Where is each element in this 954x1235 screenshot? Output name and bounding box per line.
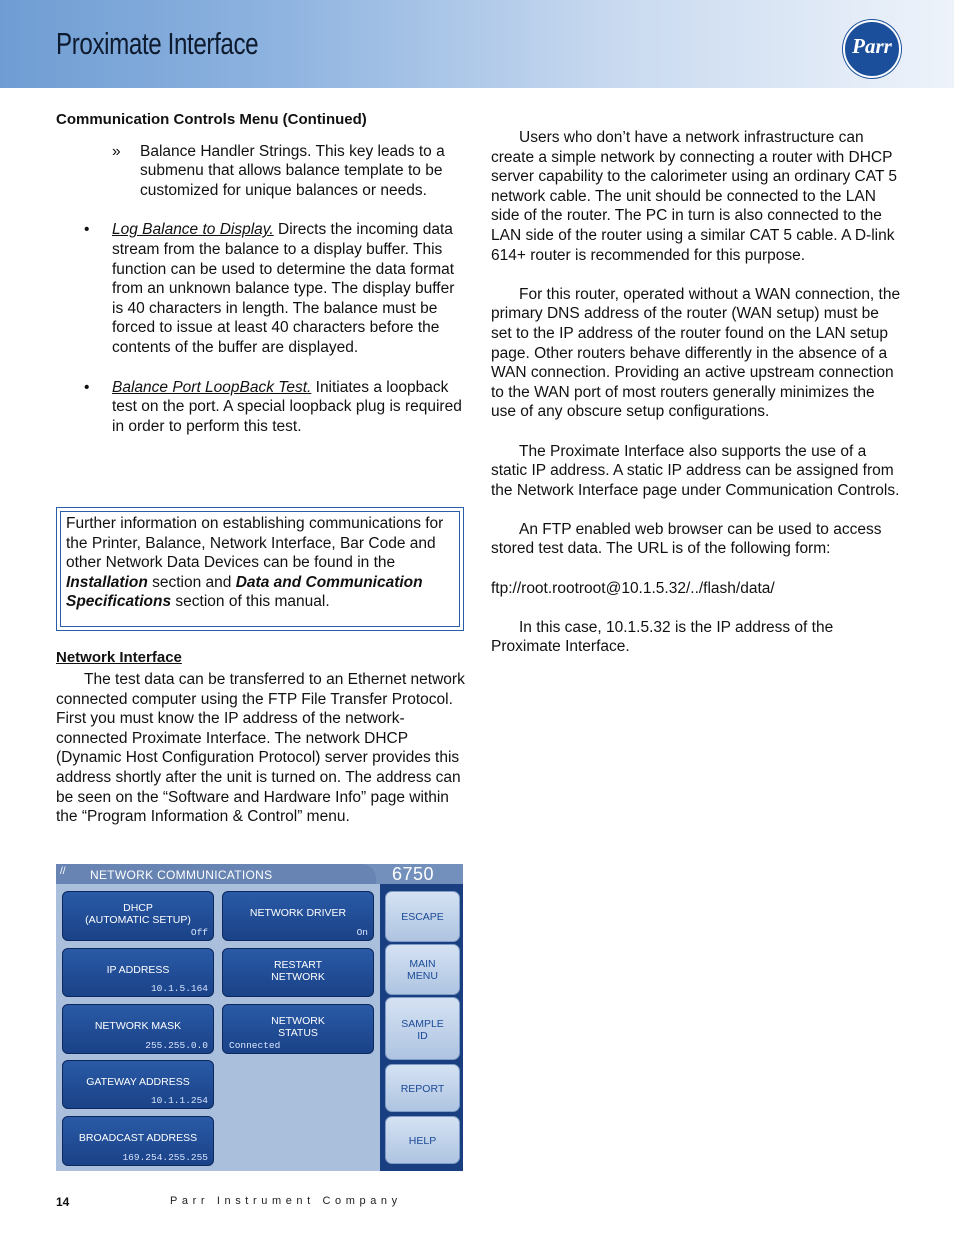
restart-network-label bbox=[223, 959, 373, 983]
ip-address-value: 10.1.5.164 bbox=[150, 983, 208, 994]
sub-item-marker: » bbox=[112, 142, 121, 160]
main-menu-label bbox=[386, 958, 459, 982]
network-status-label bbox=[223, 1015, 373, 1039]
bullet-loopback bbox=[56, 378, 466, 437]
report-label: REPORT bbox=[400, 1083, 445, 1095]
network-driver-label: NETWORK DRIVER bbox=[249, 907, 347, 919]
sub-item-balance-handler bbox=[56, 142, 466, 201]
gateway-address-label: GATEWAY ADDRESS bbox=[86, 1076, 190, 1088]
dhcp-label-line: DHCP bbox=[123, 902, 153, 914]
sample-id-line: ID bbox=[417, 1030, 428, 1042]
network-mask-button[interactable] bbox=[62, 1004, 214, 1054]
dhcp-label bbox=[63, 902, 213, 926]
screen-tick: // bbox=[60, 866, 66, 877]
bullet-marker: • bbox=[84, 221, 90, 239]
bullet-log-balance bbox=[56, 220, 466, 357]
network-driver-value: On bbox=[356, 927, 368, 938]
network-mask-label: NETWORK MASK bbox=[94, 1020, 182, 1032]
network-driver-button[interactable] bbox=[222, 891, 374, 941]
escape-label: ESCAPE bbox=[401, 911, 444, 923]
section-heading: Communication Controls Menu (Continued) bbox=[56, 111, 367, 128]
info-note-box bbox=[56, 507, 464, 631]
info-note-text bbox=[60, 511, 460, 627]
sub-item-text: Balance Handler Strings. This key leads to a submenu that allows balance template to be customized for unique balances or needs. bbox=[140, 142, 445, 199]
network-status-button[interactable] bbox=[222, 1004, 374, 1054]
page-title: Proximate Interface bbox=[56, 26, 259, 61]
bullet-log-balance-text: Directs the incoming data stream from the balance to a display buffer. This function can be used to determine the data format from an unknown balance type. The display buffer is 40 characters in length. The balance must be forced to issue at least 40 characters before the contents of the buffer are displayed. bbox=[112, 221, 455, 356]
sample-id-label bbox=[386, 1018, 459, 1042]
note-data-specs: Data and Communication Specifications bbox=[66, 573, 423, 611]
status-label-line: STATUS bbox=[278, 1027, 318, 1039]
broadcast-address-label: BROADCAST ADDRESS bbox=[78, 1132, 198, 1144]
paragraph-ip-note: In this case, 10.1.5.32 is the IP address of the Proximate Interface. bbox=[491, 618, 834, 656]
paragraph-ftp: An FTP enabled web browser can be used to access stored test data. The URL is of the following form: bbox=[491, 520, 882, 558]
paragraph-router: Users who don’t have a network infrastructure can create a simple network by connecting a router with DHCP server capability to the calorimeter using an ordinary CAT 5 network cable. The unit should be connected to the LAN side of the router. The PC in turn is also connected to the LAN side of the router using a similar CAT 5 cable. A D-link 614+ router is recommended for this purpose. bbox=[491, 129, 898, 264]
network-interface-paragraph: The test data can be transferred to an Ethernet network connected computer using the FTP File Transfer Protocol. First you must know the IP address of the network-connected Proximate Interface. The network DHCP (Dynamic Host Configuration Protocol) server provides this address shortly after the unit is turned on. The address can be seen on the “Software and Hardware Info” page within the “Program Information & Control” menu. bbox=[56, 671, 465, 826]
dhcp-button[interactable] bbox=[62, 891, 214, 941]
restart-label-line: RESTART bbox=[273, 959, 323, 971]
network-communications-screen bbox=[56, 864, 463, 1171]
gateway-address-button[interactable] bbox=[62, 1060, 214, 1109]
note-text: section and bbox=[147, 573, 236, 591]
sample-id-button[interactable] bbox=[385, 997, 460, 1060]
status-label-line: NETWORK bbox=[271, 1015, 325, 1027]
right-column bbox=[491, 128, 901, 677]
page-header bbox=[0, 0, 954, 88]
parr-logo bbox=[843, 20, 901, 78]
ftp-url: ftp://root.rootroot@10.1.5.32/../flash/data/ bbox=[491, 579, 775, 597]
gateway-address-value: 10.1.1.254 bbox=[150, 1095, 208, 1106]
restart-label-line: NETWORK bbox=[271, 971, 325, 983]
dhcp-value: Off bbox=[190, 927, 208, 938]
paragraph-wan: For this router, operated without a WAN connection, the primary DNS address of the router (WAN setup) must be set to the IP address of the router found on the LAN setup page. Other routers behave differently in the absence of a WAN connection. Providing an active upstream connection to the WAN port of most routers generally minimizes the use of any obscure setup configurations. bbox=[491, 285, 901, 421]
escape-button[interactable] bbox=[385, 891, 460, 942]
network-mask-value: 255.255.0.0 bbox=[145, 1040, 208, 1051]
screen-title-bar bbox=[56, 864, 463, 884]
ip-address-button[interactable] bbox=[62, 948, 214, 997]
ip-address-label: IP ADDRESS bbox=[106, 964, 170, 976]
network-interface-heading: Network Interface bbox=[56, 649, 182, 666]
bullet-marker: • bbox=[84, 378, 90, 396]
bullet-log-balance-title: Log Balance to Display. bbox=[112, 221, 274, 239]
main-menu-line: MAIN bbox=[409, 958, 436, 970]
broadcast-address-value: 169.254.255.255 bbox=[122, 1152, 208, 1163]
main-menu-button[interactable] bbox=[385, 944, 460, 995]
network-status-value: Connected bbox=[229, 1040, 281, 1051]
page-number: 14 bbox=[56, 1195, 70, 1209]
note-text: section of this manual. bbox=[171, 593, 330, 611]
paragraph-static-ip: The Proximate Interface also supports the use of a static IP address. A static IP address can be assigned from the Network Interface page under Communication Controls. bbox=[491, 442, 900, 499]
broadcast-address-button[interactable] bbox=[62, 1116, 214, 1166]
report-button[interactable] bbox=[385, 1064, 460, 1112]
help-button[interactable] bbox=[385, 1116, 460, 1164]
note-installation: Installation bbox=[66, 573, 148, 591]
bullet-loopback-text: Initiates a loopback test on the port. A special loopback plug is required in order to perform this test. bbox=[112, 378, 462, 435]
main-menu-line: MENU bbox=[407, 970, 438, 982]
logo-text: Parr bbox=[852, 34, 892, 58]
restart-network-button[interactable] bbox=[222, 948, 374, 997]
screen-title: NETWORK COMMUNICATIONS bbox=[90, 868, 273, 882]
bullet-loopback-title: Balance Port LoopBack Test. bbox=[112, 378, 312, 396]
note-text: Further information on establishing communications for the Printer, Balance, Network Interface, Bar Code and other Network Data Devices can be found in the bbox=[66, 515, 444, 572]
sample-id-line: SAMPLE bbox=[401, 1018, 444, 1030]
footer-company: Parr Instrument Company bbox=[170, 1195, 402, 1207]
left-column bbox=[56, 110, 466, 436]
dhcp-label-line: (AUTOMATIC SETUP) bbox=[85, 914, 191, 926]
help-label: HELP bbox=[408, 1135, 437, 1147]
screen-model: 6750 bbox=[392, 864, 435, 884]
